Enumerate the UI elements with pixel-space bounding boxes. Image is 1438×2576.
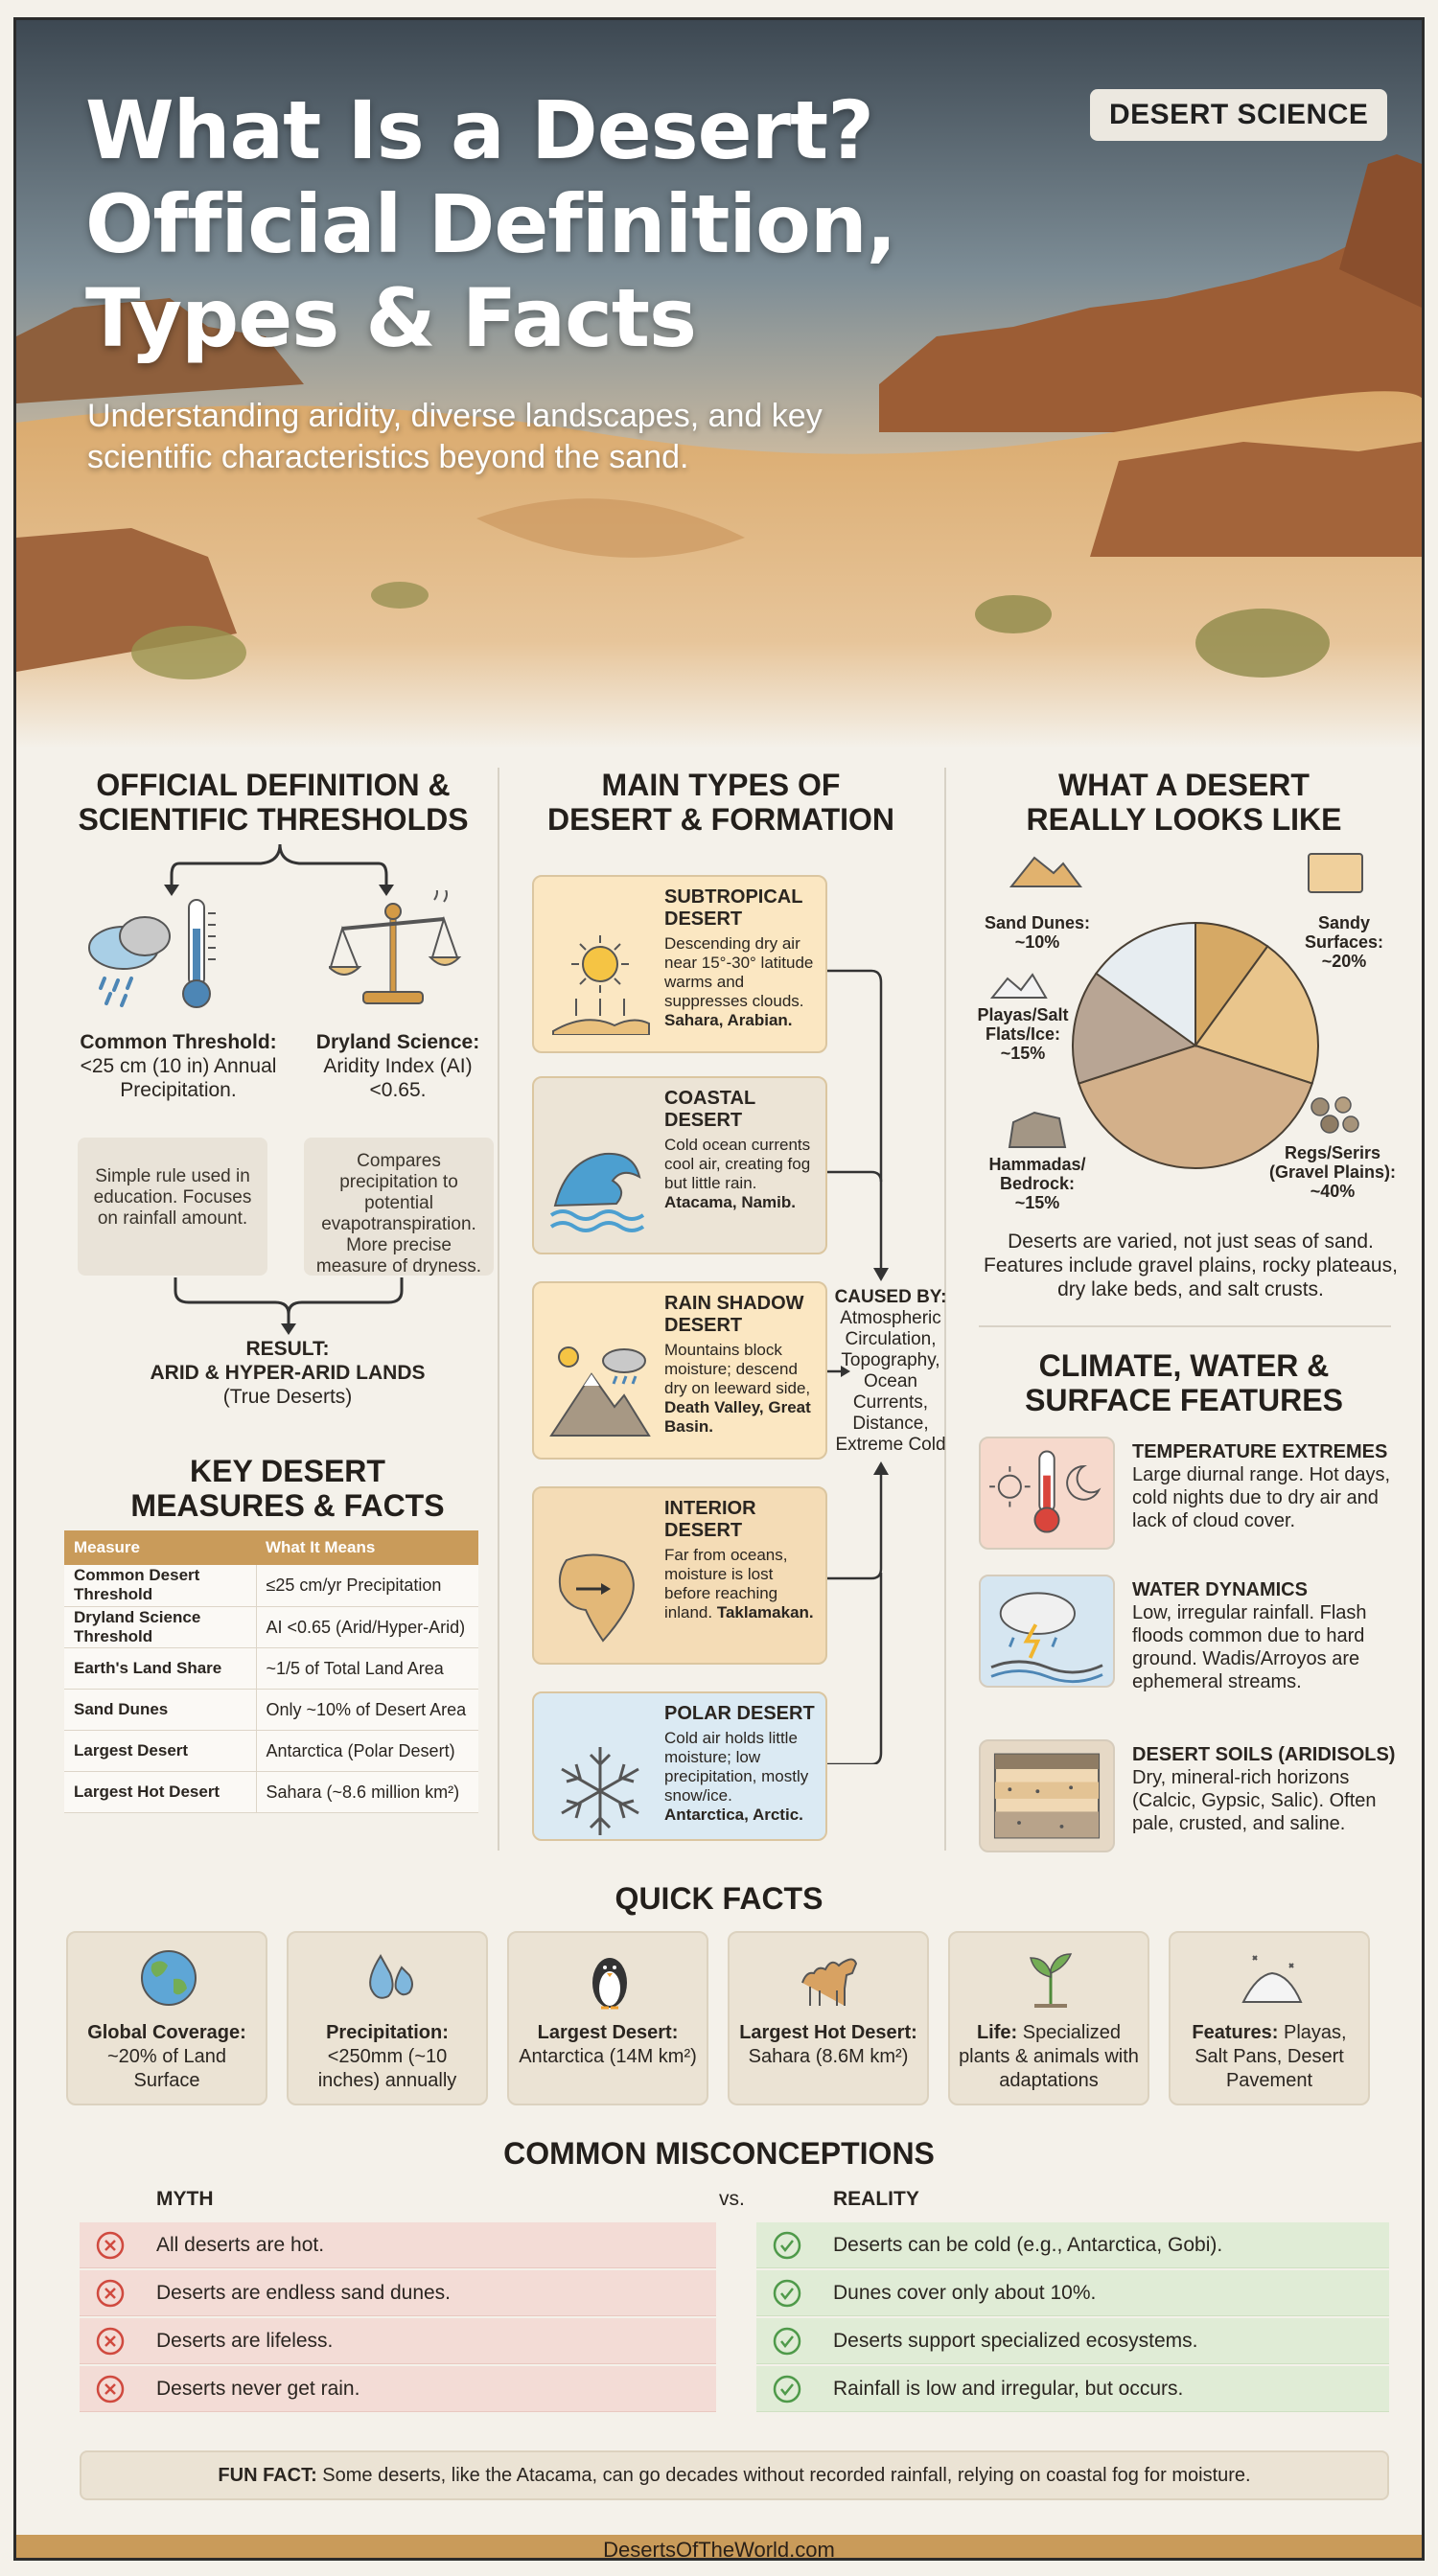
quick-fact-text: [515, 2021, 701, 2069]
check-circle-icon: [772, 2230, 802, 2261]
quick-fact-card: [1169, 1931, 1370, 2105]
mountain-icon: [547, 1336, 653, 1441]
slice-value: ~10%: [1014, 932, 1060, 952]
column-divider: [498, 768, 499, 1851]
myth-row: [80, 2270, 716, 2316]
myth-text: Deserts are endless sand dunes.: [156, 2282, 452, 2304]
category-badge: DESERT SCIENCE: [1090, 89, 1387, 141]
table-row: [64, 1647, 478, 1689]
footer-site-credit: DesertsOfTheWorld.com: [16, 2535, 1422, 2561]
title-line: What Is a Desert?: [85, 83, 873, 177]
reality-row: [756, 2222, 1389, 2268]
wave-icon: [547, 1131, 653, 1236]
quick-fact-value: Playas, Salt Pans, Desert Pavement: [1194, 2022, 1347, 2091]
column-header: Measure: [64, 1530, 256, 1565]
slice-label: Hammadas/ Bedrock:: [988, 1155, 1086, 1193]
check-circle-icon: [772, 2278, 802, 2309]
common-threshold-note: Simple rule used in education. Focuses on rainfall amount.: [78, 1138, 267, 1276]
reality-text: Rainfall is low and irregular, but occurs.: [833, 2378, 1184, 2400]
quick-fact-text: [735, 2021, 921, 2069]
fun-fact-label: FUN FACT:: [218, 2465, 317, 2486]
quick-fact-card: [66, 1931, 267, 2105]
measures-table-body: [64, 1565, 478, 1812]
balance-scale-icon: [329, 890, 463, 1015]
quick-fact-label: Life:: [976, 2022, 1018, 2043]
myth-text: Deserts are lifeless.: [156, 2330, 334, 2352]
heading-line: WHAT A DESERT: [1058, 768, 1310, 802]
water-drops-icon: [356, 1944, 423, 2012]
bedrock-icon: [1006, 1109, 1069, 1151]
definition-heading: [62, 768, 484, 837]
quick-fact-text: [74, 2021, 260, 2093]
type-examples: Sahara, Arabian.: [664, 1011, 793, 1029]
heading-line: CLIMATE, WATER &: [1038, 1348, 1330, 1383]
slice-label: Playas/Salt Flats/Ice:: [977, 1005, 1069, 1044]
quick-fact-label: Features:: [1192, 2022, 1279, 2043]
myth-text: Deserts never get rain.: [156, 2378, 360, 2400]
versus-label: vs.: [719, 2188, 745, 2210]
climate-feature-icon: [979, 1437, 1115, 1550]
climate-heading: [965, 1348, 1403, 1417]
desert-type-description: [664, 1546, 816, 1622]
feature-title: TEMPERATURE EXTREMES: [1132, 1441, 1388, 1462]
dryland-science-note: Compares precipitation to potential evapotranspiration. More precise measure of dryness.: [304, 1138, 494, 1276]
desert-type-card: [532, 875, 827, 1053]
desert-type-name: SUBTROPICAL DESERT: [664, 886, 803, 930]
myth-text: All deserts are hot.: [156, 2234, 325, 2256]
desert-type-card: [532, 1691, 827, 1841]
type-desc: Descending dry air near 15°-30° latitude warms and suppresses clouds.: [664, 934, 814, 1010]
desert-type-card: [532, 1486, 827, 1665]
measure-cell: Common Desert Threshold: [64, 1565, 256, 1606]
heading-line: MAIN TYPES OF: [601, 768, 841, 802]
dryland-science-label: Dryland Science:: [315, 1031, 480, 1053]
salt-pile-icon: [1238, 1944, 1305, 2012]
myth-column-label: MYTH: [156, 2188, 214, 2210]
meaning-cell: Only ~10% of Desert Area: [256, 1689, 478, 1730]
column-header: What It Means: [256, 1530, 478, 1565]
quick-fact-text: [956, 2021, 1142, 2093]
sand-dunes-icon: [1009, 852, 1082, 890]
climate-feature-text: [1132, 1743, 1410, 1835]
merge-arrows: [170, 1276, 409, 1337]
heading-line: SURFACE FEATURES: [1025, 1383, 1343, 1417]
slice-label: Sand Dunes:: [985, 913, 1091, 932]
slice-value: ~40%: [1310, 1182, 1356, 1201]
common-threshold-value: <25 cm (10 in) Annual Precipitation.: [80, 1055, 277, 1101]
quick-fact-value: ~20% of Land Surface: [107, 2046, 226, 2091]
pie-label-sand-dunes: [985, 913, 1090, 952]
heading-line: MEASURES & FACTS: [130, 1488, 445, 1523]
quick-fact-card: [728, 1931, 929, 2105]
salt-flat-icon: [988, 969, 1050, 1003]
pie-label-bedrock: [985, 1155, 1090, 1212]
camel-icon: [797, 1944, 864, 2012]
reality-row: [756, 2366, 1389, 2412]
page-title: [85, 83, 896, 365]
pie-label-gravel-plains: [1261, 1143, 1404, 1201]
feature-description: Large diurnal range. Hot days, cold nights due to dry air and lack of cloud cover.: [1132, 1464, 1391, 1531]
desert-type-name: RAIN SHADOW DESERT: [664, 1293, 804, 1336]
quick-fact-label: Largest Desert:: [537, 2022, 679, 2043]
myth-row: [80, 2366, 716, 2412]
quick-fact-label: Largest Hot Desert:: [739, 2022, 917, 2043]
check-circle-icon: [772, 2326, 802, 2357]
quick-fact-label: Precipitation:: [326, 2022, 449, 2043]
sprout-icon: [1017, 1944, 1084, 2012]
type-examples: Death Valley, Great Basin.: [664, 1398, 811, 1436]
quick-facts-heading: QUICK FACTS: [615, 1881, 823, 1916]
quick-fact-card: [287, 1931, 488, 2105]
climate-feature-text: [1132, 1578, 1410, 1693]
looks-description: Deserts are varied, not just seas of sand. Features include gravel plains, rocky plateaus, dry lake beds, and salt crusts.: [984, 1230, 1398, 1300]
desert-type-name: POLAR DESERT: [664, 1703, 815, 1724]
caused-by-text: Atmospheric Circulation, Topography, Ocean Currents, Distance, Extreme Cold: [835, 1308, 946, 1455]
meaning-cell: Sahara (~8.6 million km²): [256, 1771, 478, 1812]
measures-table: [64, 1530, 478, 1813]
slice-value: ~20%: [1321, 952, 1367, 971]
caused-by-label: CAUSED BY:: [834, 1287, 947, 1307]
globe-icon: [135, 1944, 202, 2012]
pie-label-sandy-surfaces: [1301, 913, 1387, 971]
reality-row: [756, 2318, 1389, 2364]
measure-cell: Largest Hot Desert: [64, 1771, 256, 1812]
type-examples: Antarctica, Arctic.: [664, 1806, 803, 1824]
measure-cell: Sand Dunes: [64, 1689, 256, 1730]
reality-text: Deserts support specialized ecosystems.: [833, 2330, 1198, 2352]
climate-feature: [979, 1575, 1401, 1718]
slice-value: ~15%: [1014, 1193, 1060, 1212]
heading-line: OFFICIAL DEFINITION &: [96, 768, 451, 802]
climate-feature: [979, 1437, 1401, 1580]
slice-value: ~15%: [1000, 1044, 1046, 1063]
climate-feature-icon: [979, 1575, 1115, 1688]
sandy-surface-icon: [1307, 852, 1364, 896]
sun-icon: [547, 930, 653, 1035]
feature-description: Low, irregular rainfall. Flash floods common due to hard ground. Wadis/Arroyos are ephemeral streams.: [1132, 1602, 1367, 1692]
desert-type-name: INTERIOR DESERT: [664, 1498, 756, 1541]
x-circle-icon: [95, 2374, 126, 2404]
desert-type-card: [532, 1281, 827, 1460]
result-label: RESULT:: [245, 1338, 330, 1360]
myth-row: [80, 2222, 716, 2268]
quick-fact-label: Global Coverage:: [87, 2022, 246, 2043]
quick-fact-card: [948, 1931, 1149, 2105]
fun-fact-text: Some deserts, like the Atacama, can go decades without recorded rainfall, relying on coastal fog for moisture.: [322, 2465, 1251, 2486]
quick-fact-value: Sahara (8.6M km²): [748, 2046, 909, 2067]
measure-cell: Largest Desert: [64, 1730, 256, 1771]
type-desc: Cold ocean currents cool air, creating fog but little rain.: [664, 1136, 811, 1192]
title-line: Types & Facts: [85, 271, 697, 365]
type-examples: Taklamakan.: [716, 1603, 814, 1622]
check-circle-icon: [772, 2374, 802, 2404]
continent-icon: [547, 1541, 653, 1646]
desert-type-name: COASTAL DESERT: [664, 1088, 755, 1131]
quick-fact-text: [1176, 2021, 1362, 2093]
x-circle-icon: [95, 2278, 126, 2309]
myth-row: [80, 2318, 716, 2364]
reality-text: Deserts can be cold (e.g., Antarctica, Gobi).: [833, 2234, 1223, 2256]
quick-fact-card: [507, 1931, 708, 2105]
climate-feature: [979, 1739, 1401, 1883]
definition-result: [62, 1337, 513, 1409]
slice-label: Regs/Serirs (Gravel Plains):: [1268, 1143, 1397, 1182]
measure-cell: Dryland Science Threshold: [64, 1606, 256, 1647]
result-subtext: (True Deserts): [222, 1386, 353, 1408]
desert-type-description: [664, 1341, 816, 1437]
caused-by-note: [829, 1287, 952, 1456]
type-desc: Far from oceans, moisture is lost before reaching inland.: [664, 1546, 788, 1622]
section-divider: [979, 1325, 1391, 1327]
heading-line: KEY DESERT: [190, 1454, 385, 1488]
fun-fact-banner: [80, 2450, 1389, 2500]
heading-line: DESERT & FORMATION: [546, 802, 895, 837]
measure-cell: Earth's Land Share: [64, 1647, 256, 1689]
looks-heading: [965, 768, 1403, 837]
dryland-science-text: [302, 1030, 494, 1102]
quick-fact-value: <250mm (~10 inches) annually: [317, 2046, 457, 2091]
heading-line: SCIENTIFIC THRESHOLDS: [78, 802, 469, 837]
type-desc: Cold air holds little moisture; low precipitation, mostly snow/ice.: [664, 1729, 809, 1805]
penguin-icon: [576, 1944, 643, 2012]
table-row: [64, 1689, 478, 1730]
quick-fact-value: Specialized plants & animals with adaptations: [959, 2022, 1139, 2091]
meaning-cell: Antarctica (Polar Desert): [256, 1730, 478, 1771]
x-circle-icon: [95, 2326, 126, 2357]
meaning-cell: AI <0.65 (Arid/Hyper-Arid): [256, 1606, 478, 1647]
type-desc: Mountains block moisture; descend dry on leeward side,: [664, 1341, 811, 1397]
reality-row: [756, 2270, 1389, 2316]
heading-line: REALLY LOOKS LIKE: [1026, 802, 1342, 837]
desert-type-description: [664, 934, 816, 1030]
meaning-cell: ≤25 cm/yr Precipitation: [256, 1565, 478, 1606]
desert-type-description: [664, 1136, 816, 1212]
table-row: [64, 1730, 478, 1771]
desert-type-description: [664, 1729, 816, 1825]
feature-description: Dry, mineral-rich horizons (Calcic, Gypsic, Salic). Often pale, crusted, and saline.: [1132, 1767, 1377, 1834]
dryland-science-value: Aridity Index (AI) <0.65.: [323, 1055, 473, 1101]
misconceptions-heading: COMMON MISCONCEPTIONS: [503, 2136, 935, 2171]
climate-feature-icon: [979, 1739, 1115, 1852]
climate-feature-text: [1132, 1440, 1410, 1532]
table-header-row: [64, 1530, 478, 1565]
quick-fact-value: Antarctica (14M km²): [519, 2046, 697, 2067]
result-text: ARID & HYPER-ARID LANDS: [150, 1362, 426, 1384]
hero-banner: [16, 20, 1422, 748]
types-heading: [515, 768, 927, 837]
measures-heading: [62, 1454, 513, 1523]
snowflake-icon: [547, 1737, 653, 1843]
gravel-icon: [1307, 1093, 1362, 1138]
pie-label-playas: [965, 1005, 1080, 1063]
table-row: [64, 1565, 478, 1606]
infographic-frame: [13, 17, 1425, 2561]
reality-text: Dunes cover only about 10%.: [833, 2282, 1097, 2304]
feature-title: WATER DYNAMICS: [1132, 1579, 1308, 1600]
table-row: [64, 1771, 478, 1812]
title-line: Official Definition,: [85, 177, 896, 271]
slice-label: Sandy Surfaces:: [1304, 913, 1384, 952]
quick-fact-text: [294, 2021, 480, 2093]
meaning-cell: ~1/5 of Total Land Area: [256, 1647, 478, 1689]
rain-thermometer-icon: [85, 890, 239, 1015]
type-examples: Atacama, Namib.: [664, 1193, 796, 1211]
common-threshold-text: [68, 1030, 289, 1102]
reality-column-label: REALITY: [833, 2188, 919, 2210]
common-threshold-label: Common Threshold:: [80, 1031, 277, 1053]
desert-type-card: [532, 1076, 827, 1254]
page-subtitle: Understanding aridity, diverse landscapes, and key scientific characteristics beyond the sand.: [87, 398, 823, 475]
x-circle-icon: [95, 2230, 126, 2261]
feature-title: DESERT SOILS (ARIDISOLS): [1132, 1744, 1396, 1765]
table-row: [64, 1606, 478, 1647]
